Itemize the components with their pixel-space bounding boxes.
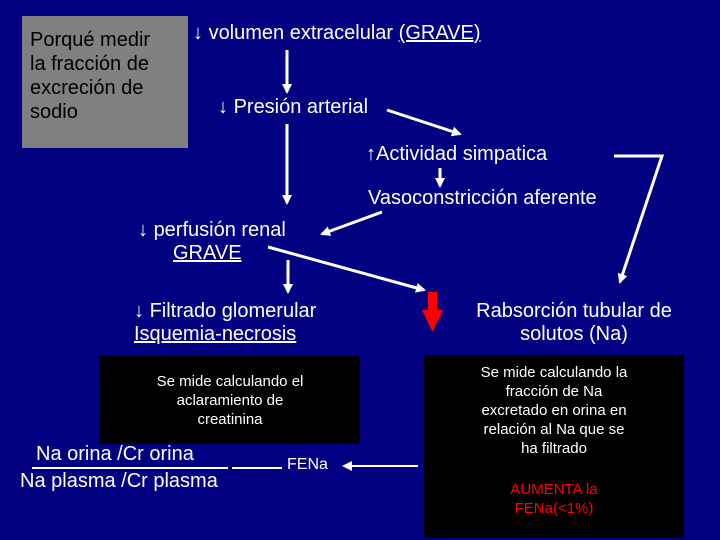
- node-reabsorcion-line2: solutos (Na): [520, 323, 628, 345]
- fena-explain-line: Se mide calculando la: [480, 364, 628, 381]
- formula-denominator: Na plasma /Cr plasma: [20, 470, 218, 492]
- node-perfusion-line2: GRAVE: [173, 242, 242, 264]
- node-perfusion-line1: perfusión renal: [153, 219, 286, 241]
- node-filtrado-line1: Filtrado glomerular: [149, 300, 317, 322]
- fena-explain-line: excretado en orina en: [481, 402, 627, 419]
- down-arrow-icon: ↓: [193, 22, 203, 44]
- arrow-actividad-reabsorcion: [614, 156, 662, 282]
- fena-explain-line: relación al Na que se: [483, 421, 625, 438]
- node-reabsorcion-line1: Rabsorción tubular de: [476, 300, 672, 322]
- title-line: sodio: [30, 101, 78, 123]
- down-arrow-icon: ↓: [138, 219, 148, 241]
- up-arrow-icon: ↑: [366, 143, 376, 165]
- title-line: la fracción de: [30, 53, 149, 75]
- title-line: excreción de: [30, 77, 144, 99]
- formula-label: FENa: [287, 456, 328, 473]
- down-arrow-icon: ↓: [218, 96, 228, 118]
- arrow-perfusion-reabsorcion: [268, 247, 424, 290]
- node-volumen-text: volumen extracelular: [208, 22, 394, 44]
- creatinina-line: creatinina: [197, 411, 263, 428]
- fena-highlight-line: AUMENTA la: [510, 481, 598, 498]
- creatinina-line: aclaramiento de: [176, 392, 284, 409]
- fena-explain-line: ha filtrado: [521, 440, 587, 457]
- fena-explain-line: fracción de Na: [505, 383, 603, 400]
- creatinina-line: Se mide calculando el: [156, 373, 304, 390]
- node-volumen-suffix: (GRAVE): [398, 22, 481, 44]
- node-actividad-text: Actividad simpatica: [376, 143, 548, 165]
- down-arrow-icon: ↓: [134, 300, 144, 322]
- title-line: Porqué medir: [30, 29, 151, 51]
- node-presion-text: Presión arterial: [233, 96, 369, 118]
- arrow-vasoconstriccion-perfusion: [322, 212, 382, 234]
- node-filtrado-line2: Isquemia-necrosis: [134, 323, 297, 345]
- arrow-presion-actividad: [387, 110, 460, 134]
- fena-highlight-line: FENa(<1%): [514, 500, 594, 517]
- formula-numerator: Na orina /Cr orina: [36, 443, 194, 465]
- red-down-arrow-icon: [422, 292, 443, 332]
- node-vasoconstriccion-text: Vasoconstricción aferente: [368, 187, 597, 209]
